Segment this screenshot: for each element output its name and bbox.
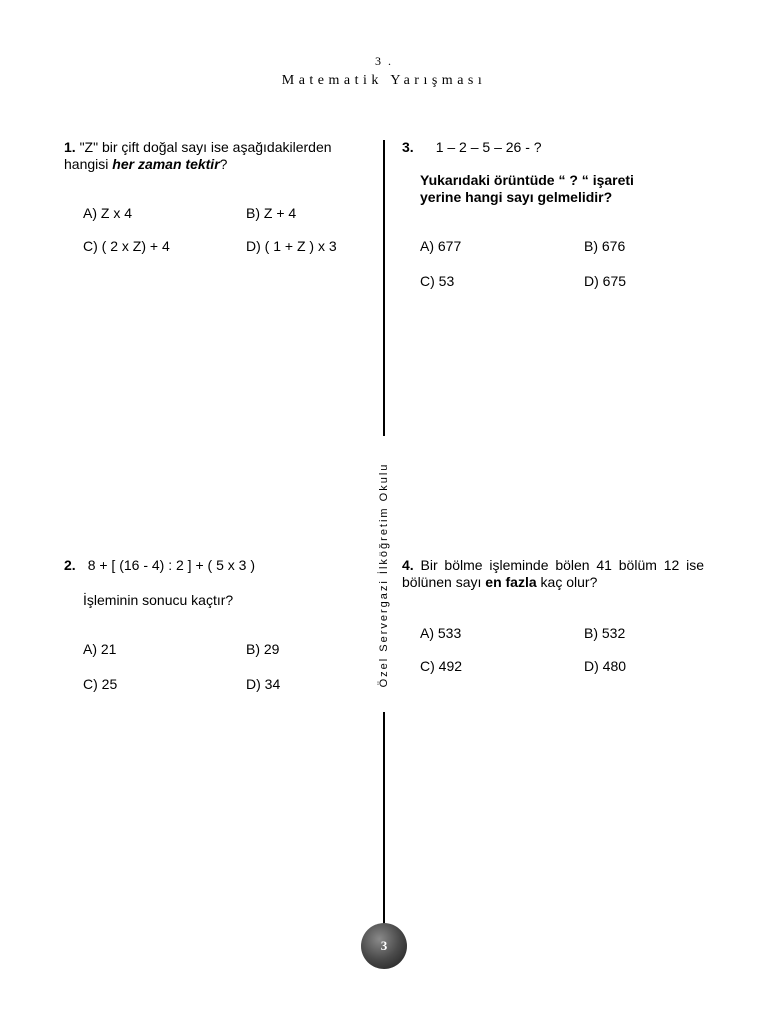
header-title: Matematik Yarışması [281,73,487,88]
question-1-text [64,139,364,173]
question-2 [64,557,364,574]
question-1 [64,139,364,173]
q1-option-b[interactable]: B) Z + 4 [246,205,297,221]
page-number: 3 [380,938,388,953]
q1-option-a[interactable]: A) Z x 4 [83,205,133,221]
q2-option-c[interactable]: C) 25 [83,676,118,692]
question-3-sequence: 1 – 2 – 5 – 26 - ? [435,139,542,155]
question-3 [402,139,712,156]
q4-option-b[interactable]: B) 532 [584,625,626,641]
question-2-expression: 8 + [ (16 - 4) : 2 ] + ( 5 x 3 ) [87,557,255,573]
q4-option-c[interactable]: C) 492 [420,658,463,674]
q1-option-c[interactable]: C) ( 2 x Z) + 4 [83,238,170,254]
question-3-line1: Yukarıdaki örüntüde “ ? “ işareti [420,172,634,188]
question-4-text-b: kaç olur? [536,574,598,590]
question-4 [402,557,704,591]
question-1-text-a: "Z" bir çift doğal sayı ise aşağıdakilerden hangisi [64,139,332,172]
question-3-line2: yerine hangi sayı gelmelidir? [420,189,613,205]
header-number: 3 . [375,54,393,68]
question-4-number: 4. [402,557,414,573]
q1-option-d[interactable]: D) ( 1 + Z ) x 3 [246,238,337,254]
question-3-number: 3. [402,139,414,155]
q3-option-d[interactable]: D) 675 [584,273,627,289]
question-1-number: 1. [64,139,76,155]
column-divider-bottom [383,712,385,924]
question-4-emphasis: en fazla [485,574,537,590]
q4-option-a[interactable]: A) 533 [420,625,462,641]
question-2-number: 2. [64,557,76,573]
question-4-text-a: Bir bölme işleminde bölen 41 bölüm 12 ise bölünen sayı [402,557,704,590]
q2-option-a[interactable]: A) 21 [83,641,117,657]
question-3-prompt [420,172,720,206]
q3-option-b[interactable]: B) 676 [584,238,626,254]
question-2-prompt: İşleminin sonucu kaçtır? [83,592,234,608]
q4-option-d[interactable]: D) 480 [584,658,627,674]
school-name-vertical: Özel Servergazi İlköğretim Okulu [378,462,390,688]
q2-option-d[interactable]: D) 34 [246,676,281,692]
page-number-badge [361,923,407,969]
column-divider-top [383,140,385,436]
question-1-emphasis: her zaman tektir [112,156,220,172]
q2-option-b[interactable]: B) 29 [246,641,280,657]
q3-option-a[interactable]: A) 677 [420,238,462,254]
question-1-text-b: ? [219,156,228,172]
q3-option-c[interactable]: C) 53 [420,273,455,289]
